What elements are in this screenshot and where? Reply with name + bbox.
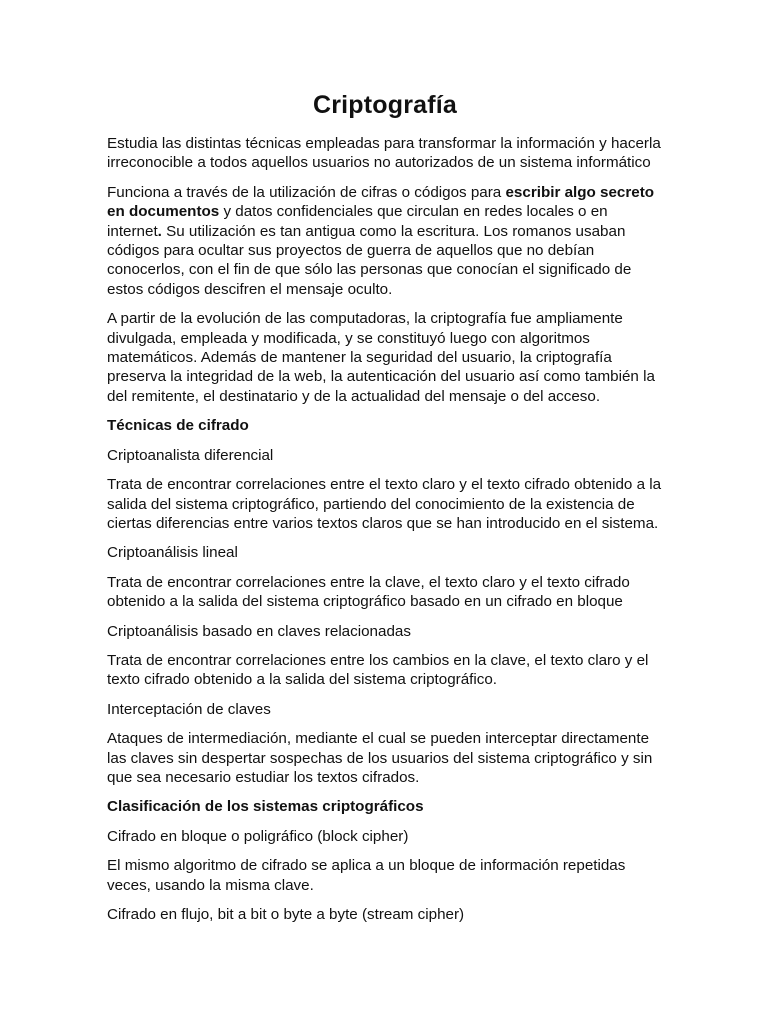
history-bold-1: escribir algo secreto en documentos (107, 183, 655, 221)
intro-paragraph: Estudia las distintas técnicas empleadas para transformar la información y hacerla irreconocible a todos aquellos usuarios no autorizados de un sistema informático (107, 135, 661, 172)
technique-name: Criptoanalista diferencial (107, 446, 274, 464)
history-paragraph (107, 183, 663, 299)
technique-name: Interceptación de claves (107, 700, 271, 718)
evolution-paragraph: A partir de la evolución de las computadoras, la criptografía fue ampliamente divulgada, empleada y modificada, y se constituyó luego con algoritmos matemáticos. Además de mantener la seguridad del usuario, la criptografía preserva la integridad de la web, la autenticación del usuario así como también la del remitente, el destinatario y de la actualidad del mensaje o del acceso. (107, 310, 655, 405)
classification-name: Cifrado en flujo, bit a bit o byte a byte (stream cipher) (107, 906, 465, 923)
technique-description: Ataques de intermediación, mediante el cual se pueden interceptar directamente las claves sin despertar sospechas de los usuarios del sistema criptográfico y sin que sea necesario estudiar los textos cifrados. (107, 730, 653, 786)
history-text-3: Su utilización es tan antigua como la escritura. Los romanos usaban códigos para ocultar sus proyectos de guerra de aquellos que no debían conocerlos, con el fin de que sólo las personas que conocían el significado de estos códigos descifren el mensaje oculto. (107, 222, 632, 298)
technique-description: Trata de encontrar correlaciones entre la clave, el texto claro y el texto cifrado obtenido a la salida del sistema criptográfico basado en un cifrado en bloque (107, 573, 630, 611)
classification-description: El mismo algoritmo de cifrado se aplica a un bloque de información repetidas veces, usando la misma clave. (107, 857, 626, 894)
technique-description: Trata de encontrar correlaciones entre el texto claro y el texto cifrado obtenido a la salida del sistema criptográfico, partiendo del conocimiento de la existencia de ciertas diferencias entre varios textos claros que se han introducido en el sistema. (107, 476, 662, 532)
section-heading-techniques: Técnicas de cifrado (107, 417, 249, 435)
technique-name: Criptoanálisis lineal (107, 544, 238, 562)
technique-name: Criptoanálisis basado en claves relacionadas (107, 622, 411, 640)
history-text-1: Funciona a través de la utilización de cifras o códigos para (107, 183, 506, 201)
history-text-2: y datos confidenciales que circulan en redes locales o en internet (107, 203, 608, 240)
document-title: Criptografía (312, 91, 458, 119)
classification-name: Cifrado en bloque o poligráfico (block cipher) (107, 827, 409, 845)
section-heading-classification: Clasificación de los sistemas criptográficos (107, 798, 424, 816)
history-bold-2: . (157, 222, 162, 240)
technique-description: Trata de encontrar correlaciones entre los cambios en la clave, el texto claro y el texto cifrado obtenido a la salida del sistema criptográfico. (107, 651, 649, 689)
